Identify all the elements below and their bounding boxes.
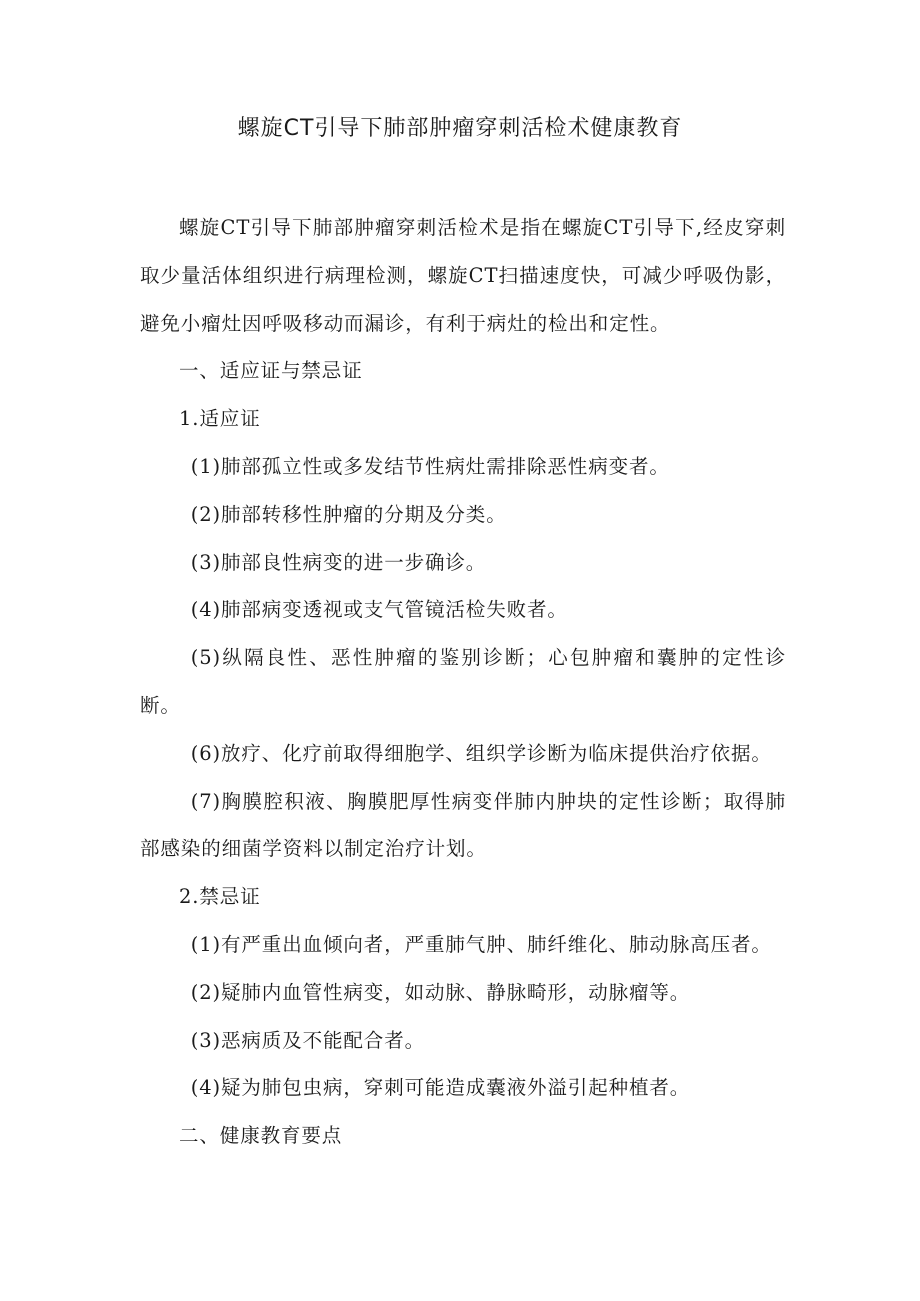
indication-item-6: (6)放疗、化疗前取得细胞学、组织学诊断为临床提供治疗依据。 <box>190 741 772 765</box>
indication-item-7: (7)胸膜腔积液、胸膜肥厚性病变伴肺内肿块的定性诊断；取得肺部感染的细菌学资料以制定治疗计划。 <box>140 789 786 861</box>
intro-paragraph: 螺旋CT引导下肺部肿瘤穿刺活检术是指在螺旋CT引导下,经皮穿刺取少量活体组织进行病理检测，螺旋CT扫描速度快，可减少呼吸伪影，避免小瘤灶因呼吸移动而漏诊，有利于病灶的检出和定性。 <box>140 216 786 335</box>
indication-item-5: (5)纵隔良性、恶性肿瘤的鉴别诊断；心包肿瘤和囊肿的定性诊断。 <box>140 646 786 717</box>
indications-heading: 1.适应证 <box>179 407 261 431</box>
document-body <box>140 204 786 1160</box>
contraindications-heading: 2.禁忌证 <box>179 885 261 909</box>
contraindication-item-1: (1)有严重出血倾向者，严重肺气肿、肺纤维化、肺动脉高压者。 <box>190 932 772 956</box>
indication-item-4: (4)肺部病变透视或支气管镜活检失败者。 <box>190 598 568 622</box>
section-heading-indications-contraindications: 一、适应证与禁忌证 <box>179 359 363 383</box>
indication-item-2: (2)肺部转移性肿瘤的分期及分类。 <box>190 502 507 526</box>
indication-item-1: (1)肺部孤立性或多发结节性病灶需排除恶性病变者。 <box>190 454 670 478</box>
contraindication-item-3: (3)恶病质及不能配合者。 <box>190 1028 426 1052</box>
contraindication-item-4: (4)疑为肺包虫病，穿刺可能造成囊液外溢引起种植者。 <box>190 1076 691 1100</box>
contraindication-item-2: (2)疑肺内血管性病变，如动脉、静脉畸形，动脉瘤等。 <box>190 980 691 1004</box>
document-title: 螺旋CT引导下肺部肿瘤穿刺活检术健康教育 <box>237 116 683 141</box>
indication-item-3: (3)肺部良性病变的进一步确诊。 <box>190 550 487 574</box>
section-heading-health-education: 二、健康教育要点 <box>179 1124 343 1148</box>
